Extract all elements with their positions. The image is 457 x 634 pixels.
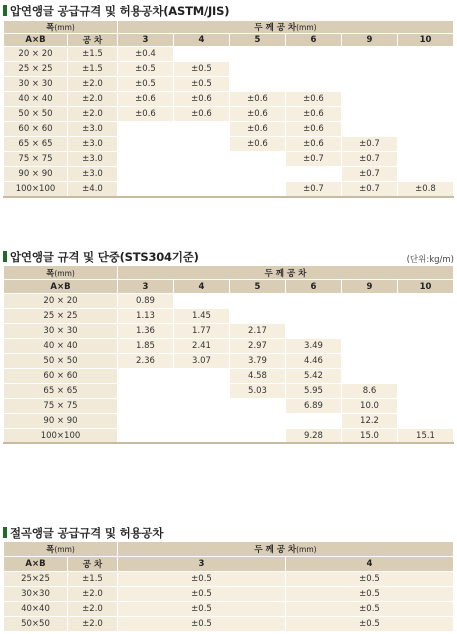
- size-cell: 30×30: [4, 587, 68, 602]
- table-row: [4, 369, 454, 384]
- size-header: 폭(mm): [4, 542, 118, 557]
- value-cell: [174, 47, 230, 62]
- value-cell: ±0.7: [342, 167, 398, 182]
- value-cell: [342, 77, 398, 92]
- value-cell: [230, 414, 286, 429]
- size-cell: 100×100: [4, 182, 68, 197]
- size-cell: 40 × 40: [4, 339, 118, 354]
- value-cell: [174, 122, 230, 137]
- value-cell: ±0.7: [286, 152, 342, 167]
- table2-bottom-rule: [3, 442, 454, 444]
- value-cell: [174, 369, 230, 384]
- col-thickness: 5: [230, 280, 286, 294]
- size-cell: 20 × 20: [4, 47, 68, 62]
- col-tolerance: 공 차: [68, 34, 118, 47]
- table-row: [4, 354, 454, 369]
- value-cell: [286, 47, 342, 62]
- table-row: [4, 587, 454, 602]
- value-cell: [230, 77, 286, 92]
- value-cell: [342, 309, 398, 324]
- size-cell: 20 × 20: [4, 294, 118, 309]
- tolerance-table-bent: [3, 541, 454, 632]
- value-cell: [342, 107, 398, 122]
- table-row: [4, 167, 454, 182]
- value-cell: [342, 62, 398, 77]
- value-cell: [342, 339, 398, 354]
- col-thickness: 3: [118, 280, 174, 294]
- value-cell: [118, 414, 174, 429]
- value-cell: [398, 324, 454, 339]
- table2-title: 압연앵글 규격 및 단중(STS304기준): [3, 249, 199, 265]
- value-cell: 1.13: [118, 309, 174, 324]
- value-cell: ±0.5: [286, 572, 454, 587]
- section-marker-icon: [3, 527, 7, 538]
- value-cell: [118, 152, 174, 167]
- value-cell: [118, 167, 174, 182]
- value-cell: [230, 309, 286, 324]
- value-cell: [118, 122, 174, 137]
- value-cell: [342, 47, 398, 62]
- subheader-row: [4, 557, 454, 572]
- value-cell: ±0.6: [286, 107, 342, 122]
- header-row: [4, 542, 454, 557]
- size-cell: 60 × 60: [4, 122, 68, 137]
- value-cell: [174, 399, 230, 414]
- value-cell: ±0.6: [286, 92, 342, 107]
- value-cell: [174, 384, 230, 399]
- size-cell: 30 × 30: [4, 324, 118, 339]
- value-cell: [398, 384, 454, 399]
- value-cell: 3.07: [174, 354, 230, 369]
- value-cell: ±0.6: [230, 92, 286, 107]
- value-cell: [118, 384, 174, 399]
- tolerance-cell: ±1.5: [68, 47, 118, 62]
- size-cell: 75 × 75: [4, 152, 68, 167]
- value-cell: ±0.6: [174, 107, 230, 122]
- value-cell: ±0.6: [118, 92, 174, 107]
- weight-table-rolled: [3, 265, 454, 444]
- table-row: [4, 92, 454, 107]
- tolerance-cell: ±3.0: [68, 137, 118, 152]
- size-header: 폭(mm): [4, 21, 118, 34]
- size-cell: 40×40: [4, 602, 68, 617]
- value-cell: ±0.5: [118, 602, 286, 617]
- value-cell: [118, 369, 174, 384]
- value-cell: [342, 92, 398, 107]
- value-cell: [174, 152, 230, 167]
- value-cell: [286, 167, 342, 182]
- value-cell: [230, 294, 286, 309]
- value-cell: [286, 309, 342, 324]
- size-cell: 60 × 60: [4, 369, 118, 384]
- value-cell: 2.17: [230, 324, 286, 339]
- value-cell: ±0.6: [118, 107, 174, 122]
- value-cell: [398, 294, 454, 309]
- value-cell: [398, 354, 454, 369]
- value-cell: ±0.5: [118, 77, 174, 92]
- table-row: [4, 107, 454, 122]
- section-marker-icon: [3, 251, 7, 262]
- col-thickness: 10: [398, 280, 454, 294]
- table-row: [4, 324, 454, 339]
- col-thickness: 4: [174, 280, 230, 294]
- table-row: [4, 77, 454, 92]
- subheader-row: [4, 34, 454, 47]
- tolerance-cell: ±2.0: [68, 602, 118, 617]
- value-cell: [230, 152, 286, 167]
- col-thickness: 5: [230, 34, 286, 47]
- size-cell: 40 × 40: [4, 92, 68, 107]
- value-cell: [174, 414, 230, 429]
- table-row: [4, 384, 454, 399]
- table-row: [4, 182, 454, 197]
- value-cell: [118, 399, 174, 414]
- value-cell: [342, 354, 398, 369]
- col-thickness: 6: [286, 280, 342, 294]
- tolerance-cell: ±2.0: [68, 617, 118, 632]
- value-cell: ±0.6: [230, 137, 286, 152]
- value-cell: 4.46: [286, 354, 342, 369]
- thickness-header: 두 께 공 차(mm): [118, 21, 454, 34]
- value-cell: [342, 369, 398, 384]
- value-cell: [398, 339, 454, 354]
- value-cell: [342, 294, 398, 309]
- value-cell: 1.36: [118, 324, 174, 339]
- value-cell: 1.77: [174, 324, 230, 339]
- value-cell: [118, 182, 174, 197]
- value-cell: 5.95: [286, 384, 342, 399]
- value-cell: ±0.5: [286, 587, 454, 602]
- value-cell: ±0.6: [230, 122, 286, 137]
- value-cell: [398, 414, 454, 429]
- value-cell: [286, 294, 342, 309]
- size-cell: 65 × 65: [4, 137, 68, 152]
- col-ab: A×B: [4, 34, 68, 47]
- value-cell: [230, 47, 286, 62]
- value-cell: ±0.5: [118, 62, 174, 77]
- size-cell: 100×100: [4, 429, 118, 444]
- value-cell: 10.0: [342, 399, 398, 414]
- value-cell: 5.03: [230, 384, 286, 399]
- value-cell: ±0.5: [286, 617, 454, 632]
- table-row: [4, 309, 454, 324]
- table-row: [4, 399, 454, 414]
- size-cell: 65 × 65: [4, 384, 118, 399]
- value-cell: [398, 167, 454, 182]
- header-row: [4, 21, 454, 34]
- value-cell: ±0.5: [118, 617, 286, 632]
- col-thickness: 3: [118, 557, 286, 572]
- size-cell: 30 × 30: [4, 77, 68, 92]
- value-cell: [286, 62, 342, 77]
- tolerance-cell: ±1.5: [68, 62, 118, 77]
- value-cell: [174, 294, 230, 309]
- col-thickness: 4: [286, 557, 454, 572]
- value-cell: ±0.7: [342, 182, 398, 197]
- value-cell: ±0.5: [174, 62, 230, 77]
- value-cell: ±0.5: [118, 572, 286, 587]
- value-cell: 3.79: [230, 354, 286, 369]
- table-row: [4, 617, 454, 632]
- tolerance-cell: ±3.0: [68, 152, 118, 167]
- value-cell: ±0.6: [174, 92, 230, 107]
- value-cell: [398, 152, 454, 167]
- size-cell: 90 × 90: [4, 414, 118, 429]
- tolerance-cell: ±2.0: [68, 92, 118, 107]
- value-cell: 1.45: [174, 309, 230, 324]
- value-cell: [174, 137, 230, 152]
- value-cell: 5.42: [286, 369, 342, 384]
- value-cell: [230, 182, 286, 197]
- col-thickness: 10: [398, 34, 454, 47]
- value-cell: 2.41: [174, 339, 230, 354]
- header-row: [4, 266, 454, 280]
- value-cell: ±0.7: [342, 137, 398, 152]
- value-cell: ±0.5: [286, 602, 454, 617]
- value-cell: 12.2: [342, 414, 398, 429]
- value-cell: [230, 399, 286, 414]
- value-cell: [174, 182, 230, 197]
- col-tolerance: 공 차: [68, 557, 118, 572]
- table1-bottom-rule: [3, 196, 454, 198]
- value-cell: 15.0: [342, 429, 398, 444]
- value-cell: 3.49: [286, 339, 342, 354]
- value-cell: [174, 167, 230, 182]
- size-cell: 50 × 50: [4, 107, 68, 122]
- tolerance-cell: ±4.0: [68, 182, 118, 197]
- table-row: [4, 414, 454, 429]
- thickness-header: 두 께 공 차(mm): [118, 542, 454, 557]
- table-row: [4, 152, 454, 167]
- value-cell: [286, 77, 342, 92]
- value-cell: ±0.8: [398, 182, 454, 197]
- size-cell: 25×25: [4, 572, 68, 587]
- value-cell: 15.1: [398, 429, 454, 444]
- subheader-row: [4, 280, 454, 294]
- tolerance-cell: ±3.0: [68, 167, 118, 182]
- table-row: [4, 602, 454, 617]
- value-cell: [398, 92, 454, 107]
- tolerance-cell: ±2.0: [68, 107, 118, 122]
- value-cell: ±0.6: [286, 137, 342, 152]
- col-thickness: 6: [286, 34, 342, 47]
- table-row: [4, 47, 454, 62]
- value-cell: ±0.7: [286, 182, 342, 197]
- table-row: [4, 62, 454, 77]
- value-cell: [398, 399, 454, 414]
- size-cell: 90 × 90: [4, 167, 68, 182]
- value-cell: ±0.6: [230, 107, 286, 122]
- value-cell: [398, 137, 454, 152]
- value-cell: 9.28: [286, 429, 342, 444]
- tolerance-table-rolled: [3, 20, 454, 197]
- tolerance-cell: ±3.0: [68, 122, 118, 137]
- table3-title: 절곡앵글 공급규격 및 허용공차: [3, 525, 163, 541]
- col-thickness: 3: [118, 34, 174, 47]
- value-cell: [398, 107, 454, 122]
- size-cell: 25 × 25: [4, 309, 118, 324]
- value-cell: 6.89: [286, 399, 342, 414]
- value-cell: [398, 77, 454, 92]
- size-cell: 75 × 75: [4, 399, 118, 414]
- col-thickness: 4: [174, 34, 230, 47]
- value-cell: 8.6: [342, 384, 398, 399]
- value-cell: [342, 324, 398, 339]
- value-cell: ±0.7: [342, 152, 398, 167]
- value-cell: ±0.6: [286, 122, 342, 137]
- value-cell: 1.85: [118, 339, 174, 354]
- value-cell: [286, 324, 342, 339]
- unit-label: (단위:kg/m): [406, 255, 454, 265]
- value-cell: [230, 62, 286, 77]
- value-cell: 4.58: [230, 369, 286, 384]
- table-row: [4, 137, 454, 152]
- table1-title: 압연앵글 공급규격 및 허용공차(ASTM/JIS): [3, 3, 229, 19]
- size-header: 폭(mm): [4, 266, 118, 280]
- col-ab: A×B: [4, 557, 68, 572]
- table-row: [4, 572, 454, 587]
- value-cell: [398, 309, 454, 324]
- value-cell: ±0.5: [174, 77, 230, 92]
- section-marker-icon: [3, 5, 7, 16]
- col-ab: A×B: [4, 280, 118, 294]
- value-cell: [398, 47, 454, 62]
- value-cell: 2.36: [118, 354, 174, 369]
- value-cell: ±0.5: [118, 587, 286, 602]
- value-cell: [398, 62, 454, 77]
- value-cell: [398, 122, 454, 137]
- value-cell: 2.97: [230, 339, 286, 354]
- value-cell: [230, 167, 286, 182]
- value-cell: [398, 369, 454, 384]
- value-cell: [342, 122, 398, 137]
- value-cell: [118, 137, 174, 152]
- size-cell: 25 × 25: [4, 62, 68, 77]
- tolerance-cell: ±2.0: [68, 587, 118, 602]
- table-row: [4, 122, 454, 137]
- col-thickness: 9: [342, 34, 398, 47]
- thickness-header: 두 께 공 차: [118, 266, 454, 280]
- table-row: [4, 294, 454, 309]
- value-cell: 0.89: [118, 294, 174, 309]
- tolerance-cell: ±1.5: [68, 572, 118, 587]
- table-row: [4, 339, 454, 354]
- value-cell: [286, 414, 342, 429]
- col-thickness: 9: [342, 280, 398, 294]
- value-cell: ±0.4: [118, 47, 174, 62]
- size-cell: 50 × 50: [4, 354, 118, 369]
- size-cell: 50×50: [4, 617, 68, 632]
- tolerance-cell: ±2.0: [68, 77, 118, 92]
